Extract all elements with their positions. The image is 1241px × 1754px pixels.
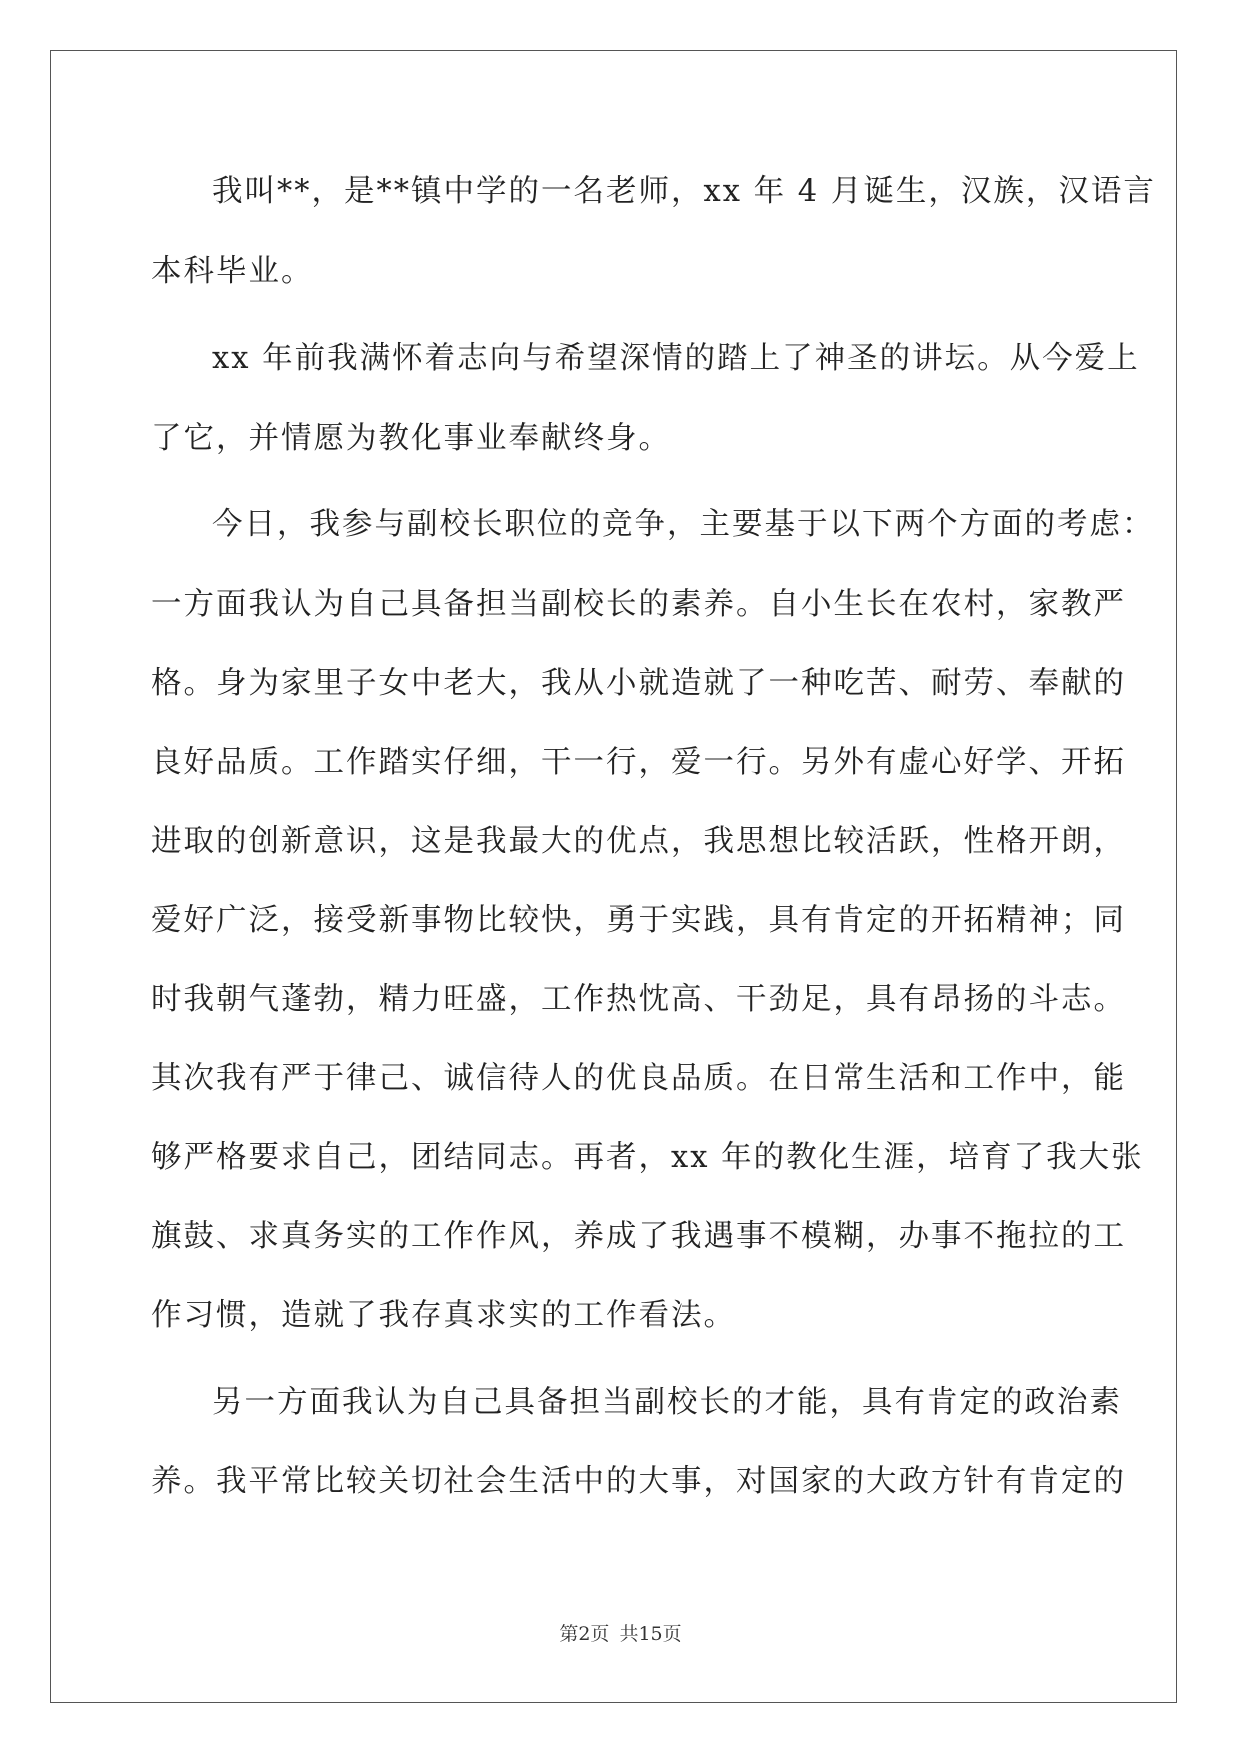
page-border: [50, 50, 1177, 1703]
text-line: xx 年前我满怀着志向与希望深情的踏上了神圣的讲坛。从今爱上: [212, 341, 1140, 376]
text-line: 其次我有严于律己、诚信待人的优良品质。在日常生活和工作中，能: [151, 1061, 1126, 1096]
text-line: 旗鼓、求真务实的工作作风，养成了我遇事不模糊，办事不拖拉的工: [151, 1219, 1126, 1254]
text-line: 够严格要求自己，团结同志。再者，xx 年的教化生涯，培育了我大张: [151, 1140, 1144, 1175]
text-line: 格。身为家里子女中老大，我从小就造就了一种吃苦、耐劳、奉献的: [151, 666, 1126, 701]
text-line: 另一方面我认为自己具备担当副校长的才能，具有肯定的政治素: [212, 1385, 1122, 1420]
page-number: 第2页: [559, 1623, 610, 1645]
text-line: 进取的创新意识，这是我最大的优点，我思想比较活跃，性格开朗，: [151, 824, 1126, 859]
text-line: 时我朝气蓬勃，精力旺盛，工作热忱高、干劲足，具有昂扬的斗志。: [151, 982, 1126, 1017]
text-line: 一方面我认为自己具备担当副校长的素养。自小生长在农村，家教严: [151, 587, 1126, 622]
text-line: 爱好广泛，接受新事物比较快，勇于实践，具有肯定的开拓精神；同: [151, 903, 1126, 938]
page-total: 共15页: [619, 1623, 682, 1645]
text-line: 今日，我参与副校长职位的竞争，主要基于以下两个方面的考虑：: [212, 507, 1155, 542]
text-line: 作习惯，造就了我存真求实的工作看法。: [151, 1298, 736, 1333]
text-line: 本科毕业。: [151, 254, 314, 289]
page-footer: [0, 1622, 1241, 1646]
text-line: 养。我平常比较关切社会生活中的大事，对国家的大政方针有肯定的: [151, 1464, 1126, 1499]
text-line: 了它，并情愿为教化事业奉献终身。: [151, 421, 671, 456]
text-line: 我叫**，是**镇中学的一名老师，xx 年 4 月诞生，汉族，汉语言: [212, 174, 1156, 209]
text-line: 良好品质。工作踏实仔细，干一行，爱一行。另外有虚心好学、开拓: [151, 745, 1126, 780]
